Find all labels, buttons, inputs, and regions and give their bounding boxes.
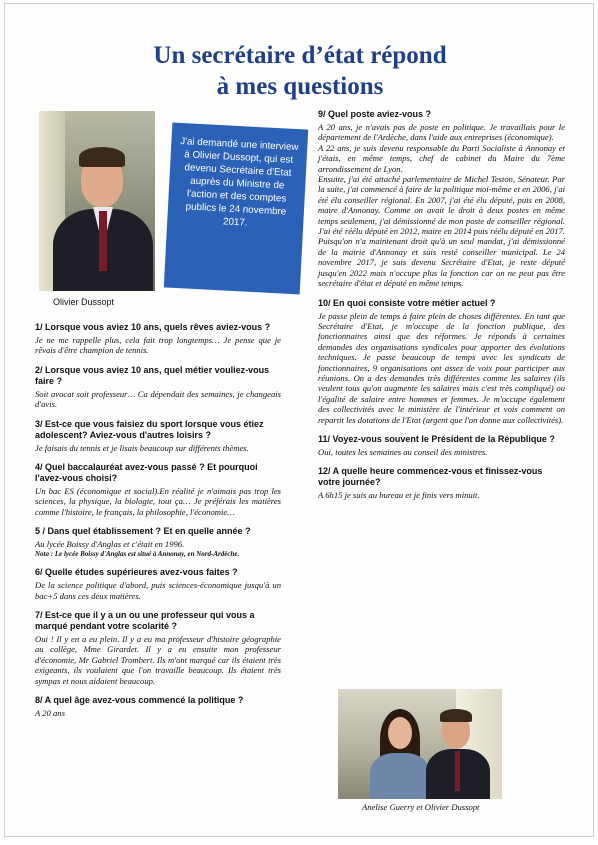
answer: A 20 ans xyxy=(35,708,65,718)
right-column xyxy=(318,109,565,501)
answer: A 6h15 je suis au bureau et je finis vers minuit. xyxy=(318,490,480,501)
answer: Oui ! Il y en a eu plein. Il y a eu ma professeur d'histoire géographie au collège, Mme Girardet. Il y a eu ensuite mon professeur d'économie, Mr Gabriel Trombert. Ils m'ont marqué car ils étaient très exigeants, ils voulaient que l'on travaille beaucoup. Ils étaient très sympas et nous aidaient beaucoup. xyxy=(35,633,281,686)
question: 5 / Dans quel établissement ? Et en quelle année ? xyxy=(35,526,251,537)
answer: Un bac ES (économique et social).En réalité je n'aimais pas trop les sciences, la physique, la biologie, tout ça… Je préférais les matières comme l'histoire, le français, la philosophie, l'économie… xyxy=(35,486,281,517)
question: 6/ Quelle études supérieures avez-vous faites ? xyxy=(35,567,238,578)
question: 10/ En quoi consiste votre métier actuel ? xyxy=(318,297,496,308)
question: 3/ Est-ce que vous faisiez du sport lorsque vous étiez adolescent? Aviez-vous d'autres loisirs ? xyxy=(35,418,264,440)
answer-note: Nota : Le lycée Boissy d'Anglas est situé à Annonay, en Nord-Ardèche. xyxy=(35,549,240,558)
question: 1/ Lorsque vous aviez 10 ans, quels rêves aviez-vous ? xyxy=(35,322,271,332)
answer: De la science politique d'abord, puis sciences-économique jusqu'à un bac+5 dans ces deux matières. xyxy=(35,580,281,601)
title-line-2: à mes questions xyxy=(216,73,384,100)
interview-photo-caption: Anelise Guerry et Olivier Dussopt xyxy=(362,802,480,812)
question: 8/ A quel âge avez-vous commencé la politique ? xyxy=(35,695,244,705)
question: 2/ Lorsque vous aviez 10 ans, quel métier vouliez-vous faire ? xyxy=(35,364,270,386)
question: 11/ Voyez-vous souvent le Président de la République ? xyxy=(318,433,555,444)
answer: Au lycée Boissy d'Anglas et c'était en 1996. xyxy=(35,539,185,550)
interview-photo xyxy=(338,689,502,799)
answer: Je ne me rappelle plus, cela fait trop longtemps… Je pense que je rêvais d'être champion de tennis. xyxy=(35,335,281,356)
question: 12/ A quelle heure commencez-vous et finissez-vous votre journée? xyxy=(318,466,543,488)
question: 7/ Est-ce que il y a un ou une professeur qui vous a marqué pendant votre scolarité ? xyxy=(35,609,255,631)
answer: Je faisais du tennis et je lisais beaucoup sur différents thèmes. xyxy=(35,442,249,453)
portrait-caption: Olivier Dussopt xyxy=(53,297,115,307)
answer: Je passe plein de temps à faire plein de choses différentes. En tant que Secrétaire d'Etat, je m'occupe de la fonction publique, des fonctionnaires ainsi que des réformes. Je réponds à certaines demandes des organisations syndicales pour apporter des évolutions techniques. Je passe beaucoup de temps avec les syndicats de fonctionnaires, 9 organisations ont assez de voix pour participer aux réunions. On a des demandes très différentes comme les salaires (ils veulent tous qu'on augmente les salaires mais c'est très compliqué) ou l'égalité de salaire entre hommes et femmes. Je m'occupe également des collectivités avec le ministère de l'intérieur et vois comment on repartit les dotations de l'Etat (argent que l'on donne aux collectivités). xyxy=(318,310,565,425)
left-column xyxy=(35,322,281,718)
question: 9/ Quel poste aviez-vous ? xyxy=(318,109,432,119)
intro-box: J'ai demandé une interview à Olivier Dussopt, qui est devenu Secrétaire d'Etat auprès du Ministre de l'action et des comptes publics le 24 novembre 2017. xyxy=(164,123,308,295)
title-line-1: Un secrétaire d’état répond xyxy=(153,42,447,69)
question: 4/ Quel baccalauréat avez-vous passé ? Et pourquoi l'avez-vous choisi? xyxy=(35,462,258,484)
answer: A 20 ans, je n'avais pas de poste en politique. Je travaillais pour le département de l'Ardèche, dans l'aide aux entreprises (économique). A 22 ans, je suis devenu responsable du Parti Socialiste à Annonay et j'étais, en même temps, chef de cabinet du Maire du 7ème arrondissement de Lyon. Ensuite, j'ai été attaché parlementaire de Michel Teston, Sénateur. Par la suite, j'ai commencé à faire de la politique moi-même et en 2006, j'ai été élu conseiller régional. En 2007, j'ai été élu député, puis en 2008, maire d'Annonay. Comme on avait le droit à deux postes en même temps seulement, j'ai démissionné de mon poste de conseiller régional. J'ai été réélu député en 2012, maire en 2014 puis réélu député en 2017. Puisqu'on n'a maintenant droit qu'à un seul mandat, j'ai démissionné de la mairie d'Annonay et suis resté conseiller municipal. Le 24 novembre 2017, je suis devenu Secrétaire d'Etat, je reste député jusqu'en 2022 mais n'occupe plus la fonction car on ne peut pas être secrétaire d'état et député en même temps. xyxy=(318,122,565,289)
article-page xyxy=(4,3,594,837)
answer: Soit avocat soit professeur… Ca dépendait des semaines, je changeais d'avis. xyxy=(35,388,281,410)
article-title xyxy=(65,40,535,102)
portrait-photo xyxy=(39,111,155,291)
answer: Oui, toutes les semaines au conseil des ministres. xyxy=(318,446,488,457)
